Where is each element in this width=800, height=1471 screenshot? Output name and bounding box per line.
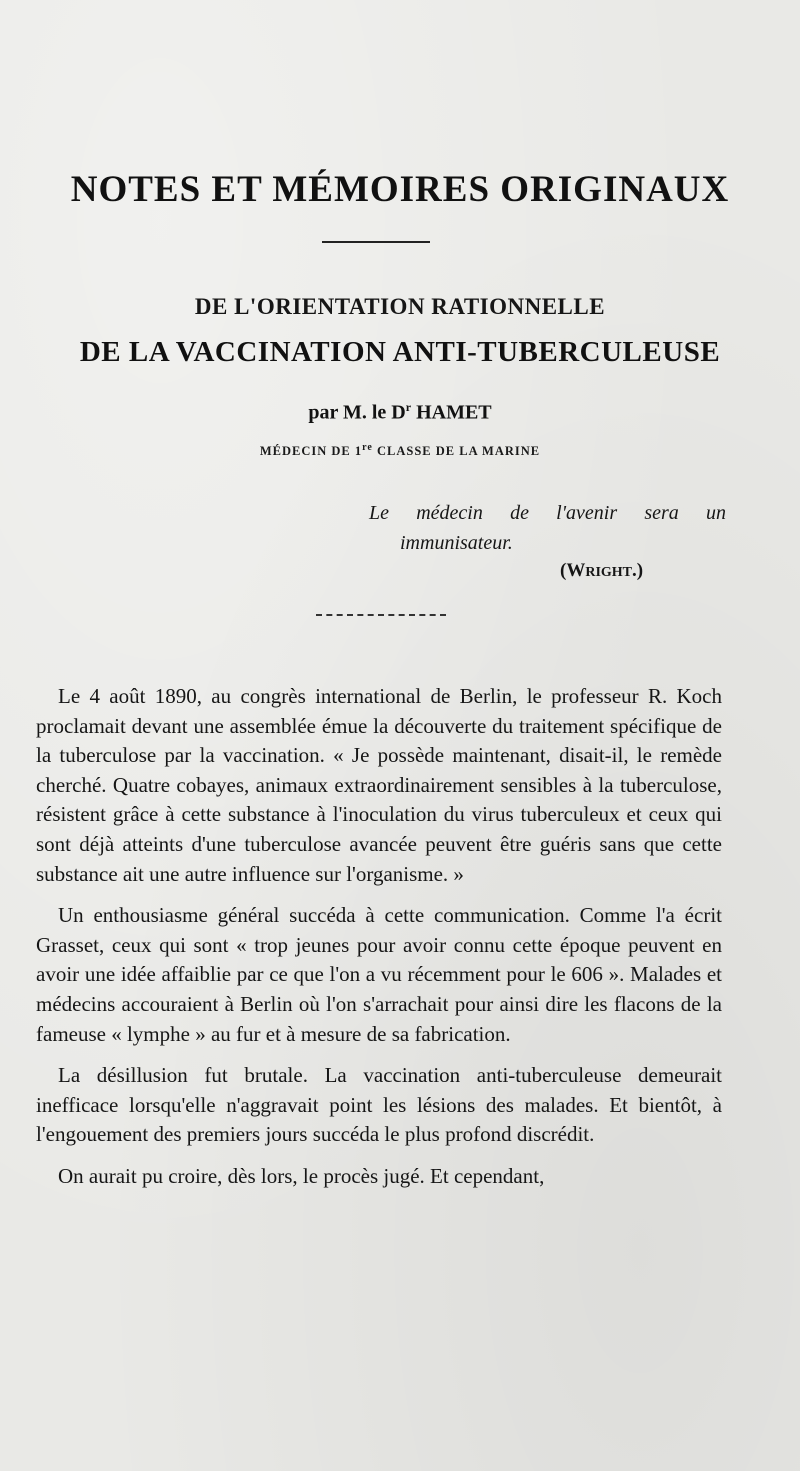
paragraph: Le 4 août 1890, au congrès international de Berlin, le professeur R. Koch proclamait devant une assemblée émue la découverte du traitement spécifique de la tuberculose par la vaccination. « Je possède maintenant, disait-il, le remède cherché. Quatre cobayes, animaux extraordinairement sensibles à la tuberculose, résistent grâce à cette substance à l'inoculation du virus tuberculeux et ceux qui sont déjà atteints d'une tuberculose avancée peuvent être guéris sans que cette substance ait une autre influence sur l'organisme. »: [36, 684, 722, 886]
paragraph: La désillusion fut brutale. La vaccination anti-tuberculeuse demeurait inefficace lorsqu'elle n'aggravait point les lésions des malades. Et bientôt, à l'engouement des premiers jours succéda le plus profond discrédit.: [36, 1063, 722, 1147]
author-byline: [0, 400, 800, 425]
paragraph: Un enthousiasme général succéda à cette communication. Comme l'a écrit Grasset, ceux qui sont « trop jeunes pour avoir connu cette époque peuvent en avoir une idée affaiblie par ce que l'on a vu récemment pour le 606 ». Malades et médecins accouraient à Berlin où l'on s'arrachait pour ainsi dire les flacons de la fameuse « lymphe » au fur et à mesure de sa fabrication.: [36, 903, 722, 1046]
affiliation-prefix: MÉDECIN DE 1: [259, 444, 363, 459]
epigraph: [369, 498, 730, 558]
section-separator: [316, 614, 446, 616]
article-kicker: DE L'ORIENTATION RATIONNELLE: [194, 294, 606, 319]
section-title: NOTES ET MÉMOIRES ORIGINAUX: [70, 169, 730, 210]
affiliation-suffix: CLASSE DE LA MARINE: [376, 444, 541, 459]
byline-prefix: par M. le D: [308, 401, 406, 424]
author-affiliation: [0, 442, 800, 459]
article-body: [36, 682, 722, 1192]
affiliation-sup: re: [362, 442, 373, 453]
epigraph-source: [560, 560, 643, 582]
epigraph-source-open: (W: [560, 560, 586, 581]
article-title: DE LA VACCINATION ANTI-TUBERCULEUSE: [79, 336, 721, 368]
epigraph-source-smallcaps: RIGHT: [585, 565, 633, 580]
epigraph-line-2: immunisateur.: [400, 532, 513, 554]
author-name: HAMET: [416, 401, 492, 424]
epigraph-source-close: .): [632, 560, 644, 581]
title-divider: [322, 241, 430, 243]
paragraph: On aurait pu croire, dès lors, le procès jugé. Et cependant,: [58, 1163, 545, 1188]
byline-sup: r: [405, 400, 412, 414]
epigraph-line-1: Le médecin de l'avenir sera un: [369, 502, 726, 524]
